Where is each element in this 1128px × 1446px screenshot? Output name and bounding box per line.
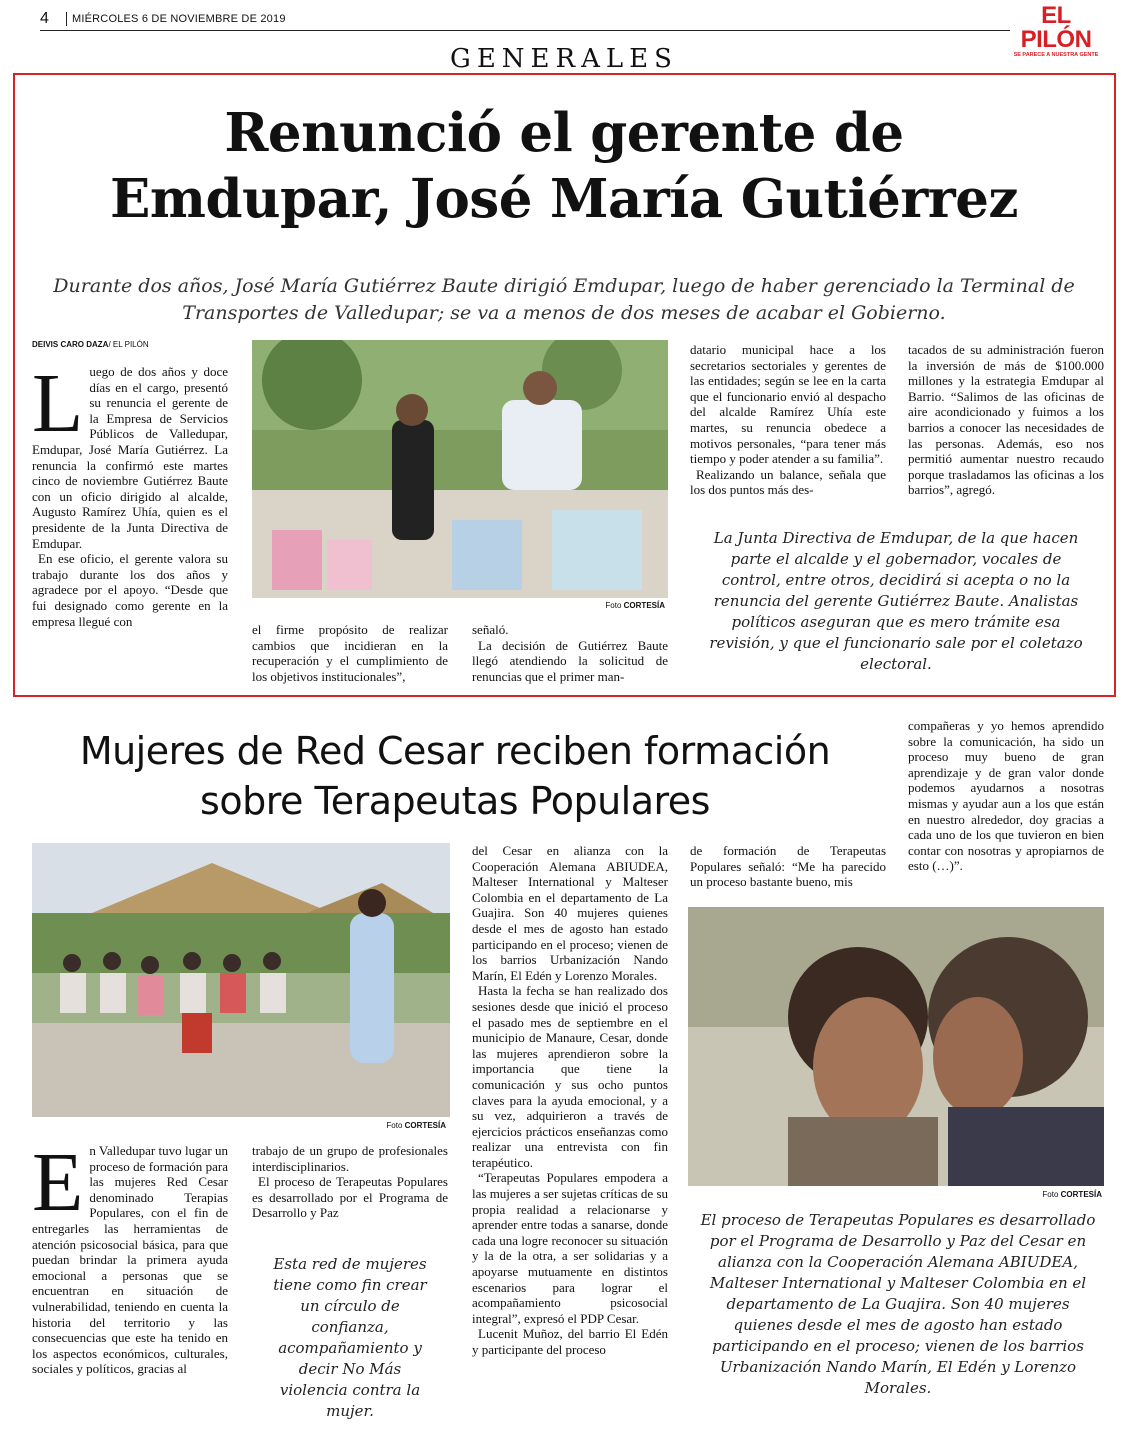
article2-col4-text: de formación de Terapeutas Populares señaló: “Me ha parecido un proceso bastante bueno, mis [690,843,886,890]
article1-col4b-text: Realizando un balance, señala que los dos puntos más des- [690,466,886,498]
photo-two-women-whispering [688,907,1104,1186]
page-number: 4 [40,10,49,27]
header-rule [40,30,1010,31]
article1-col3a-text: señaló. [472,622,509,637]
article2-col2 [252,1143,448,1221]
article2-photo-credit [32,1121,446,1130]
article1-col2 [252,622,448,684]
drop-cap: E [32,1136,84,1229]
article2-photo2-credit [688,1190,1102,1199]
article2-col3c-text: “Terapeutas Populares empodera a las mujeres a ser sujetas críticas de su propia realidad a relacionarse y aprender entre todas a sanarse, donde cada una logre reconocer su situación y la de la otra, a ser solidarias y a apoyarse mutuamente en distintos escenarios para lograr el acompañamiento psicosocial integral”, expresó el PDP Cesar. [472,1170,669,1326]
drop-cap: L [32,357,84,450]
article2-col3d-text: Lucenit Muñoz, del barrio El Edén y participante del proceso [472,1326,668,1357]
article2-pullquote-small: Esta red de mujeres tiene como fin crear un círculo de confianza, acompañamiento y decir No Más violencia contra la mujer. [273,1255,427,1420]
article1-byline [32,340,149,349]
byline-author: DEIVIS CARO DAZA [32,340,109,349]
headline-line-1: Renunció el gerente de [224,102,904,164]
section-title: GENERALES [450,44,678,74]
article1-photo [252,340,668,598]
article1-col4a-text: datario municipal hace a los secretarios sectoriales y gerentes de las entidades; según se lee en la carta que el funcionario envió al despacho del alcalde Ramírez Uhía este martes, su renuncia obedece a motivos personales, “para tener más tiempo y poder atender a su familia”. [690,342,886,467]
byline-outlet: / EL PILÓN [108,340,149,349]
article1-headline [20,100,1108,232]
article1-col3 [472,622,668,684]
article2-photo-group [32,843,450,1117]
article2-headline [30,726,880,826]
article2-col3a-text: del Cesar en alianza con la Cooperación Alemana ABIUDEA, Malteser International y Malteser Colombia en el departamento de La Guajira. Son 40 mujeres quienes desde el mes de agosto han estado participando en el proceso; vienen de los barrios Urbanización Nando Marín, El Edén y Lorenzo Morales. [472,843,668,983]
article1-col1 [32,357,228,629]
article1-col5-text: tacados de su administración fueron la inversión de más de $100.000 millones y la estrategia Emdupar al Barrio. “Salimos de las oficinas de aire acondicionado y fuimos a los barrios a conocer las necesidades de las personas. Además, eso nos permitió aumentar nuestro recaudo porque trasladamos las oficinas a los barrios”, agregó. [908,342,1104,498]
headline-line-1: Mujeres de Red Cesar reciben formación [79,729,831,773]
article2-col2-text: trabajo de un grupo de profesionales interdisciplinarios. [252,1143,448,1174]
article1-col4 [690,342,886,498]
article2-col1-text: n Valledupar tuvo lugar un proceso de formación para las mujeres Red Cesar denominado Terapias Populares, con el fin de entregarles las herramientas de atención psicosocial básica, para que puedan brindar la primera ayuda emocional a personas que se encuentran en situación de vulnerabilidad, teniendo en cuenta la historia del territorio y las consecuencias que este ha tenido en los aspectos económicos, culturales, sociales y políticos, gracias al [32,1143,228,1377]
article1-col2-text: el firme propósito de realizar cambios que incidieran en la recuperación y el cumplimiento de los objetivos institucionales”, [252,622,448,684]
article1-col1-text: uego de dos años y doce días en el cargo, presentó su renuncia el gerente de la Empresa de Servicios Públicos de Valledupar, Emdupar, José María Gutiérrez. La renuncia la confirmó este martes cinco de noviembre Gutiérrez Baute con un oficio dirigido al alcalde, Augusto Ramírez Uhía, quien es el presidente de la Junta Directiva de Emdupar. [32,364,228,551]
article1-col1b-text: En ese oficio, el gerente valora su trabajo durante los dos años y agradece por el apoyo. “Desde que fui designado como gerente en la empresa llegué con [32,551,228,629]
credit-name: CORTESÍA [623,601,665,610]
header-divider [66,12,67,26]
article2-col2b-text: El proceso de Terapeutas Populares es desarrollado por el Programa de Desarrollo y Paz [252,1174,448,1221]
article2-col5-text: compañeras y yo hemos aprendido sobre la comunicación, ha sido un proceso muy bueno de gran aprendizaje y de gran valor donde podemos ayudarnos a nosotras mismas y ayudar aun a los que están en nuestro alrededor, doy gracias a cada uno de los que tuvieron en bien contar con nosotras y apropiarnos de esto (…)”. [908,718,1104,874]
issue-date: MIÉRCOLES 6 DE NOVIEMBRE DE 2019 [72,13,286,25]
credit-name: CORTESÍA [1060,1190,1102,1199]
article1-pullquote: La Junta Directiva de Emdupar, de la que hacen parte el alcalde y el gobernador, vocales de control, entre otros, decidirá si acepta o no la renuncia del gerente Gutiérrez Baute. Analistas políticos aseguran que es mero trámite esa revisión, y que el funcionario sale por el coletazo electoral. [709,529,1083,673]
headline-line-2: sobre Terapeutas Populares [200,779,710,823]
credit-name: CORTESÍA [404,1121,446,1130]
article1-deck: Durante dos años, José María Gutiérrez Baute dirigió Emdupar, luego de haber gerenciado la Terminal de Transportes de Valledupar; se va a menos de dos meses de acabar el Gobierno. [53,275,1075,324]
article2-photo-women [688,907,1104,1186]
article2-col4 [690,843,886,890]
photo-women-workshop [32,843,450,1117]
article1-col3b-text: La decisión de Gutiérrez Baute llegó atendiendo la solicitud de renuncias que el primer man- [472,637,668,684]
credit-prefix: Foto [386,1121,405,1130]
photo-customers-at-market-stall [252,340,668,598]
logo-wordmark: EL PILÓN [1020,2,1092,53]
article2-pullquote-large: El proceso de Terapeutas Populares es desarrollado por el Programa de Desarrollo y Paz del Cesar en alianza con la Cooperación Alemana ABIUDEA, Malteser International y Malteser Colombia en el departamento de La Guajira. Son 40 mujeres quienes desde el mes de agosto han estado participando en el proceso; vienen de los barrios Urbanización Nando Marín, El Edén y Lorenzo Morales. [700,1211,1096,1397]
article1-photo-credit [252,601,665,610]
article2-col3 [472,843,668,1358]
article1-col5 [908,342,1104,498]
credit-prefix: Foto [605,601,624,610]
article2-col3b-text: Hasta la fecha se han realizado dos sesiones desde que inició el proceso el pasado mes de septiembre en el municipio de Manaure, Cesar, donde las mujeres aprendieron sobre la importancia que tiene la comunicación y sus ocho puntos claves para la ayuda emocional, y a su vez, adquirieron a través de ejercicios prácticos enseñanzas como realizar una entrevista con fin terapéutico. [472,983,668,1170]
article2-col5 [908,718,1104,874]
headline-line-2: Emdupar, José María Gutiérrez [109,168,1019,230]
credit-prefix: Foto [1042,1190,1061,1199]
logo-tagline: SE PARECE A NUESTRA GENTE [1013,52,1099,58]
article2-col1 [32,1136,228,1377]
